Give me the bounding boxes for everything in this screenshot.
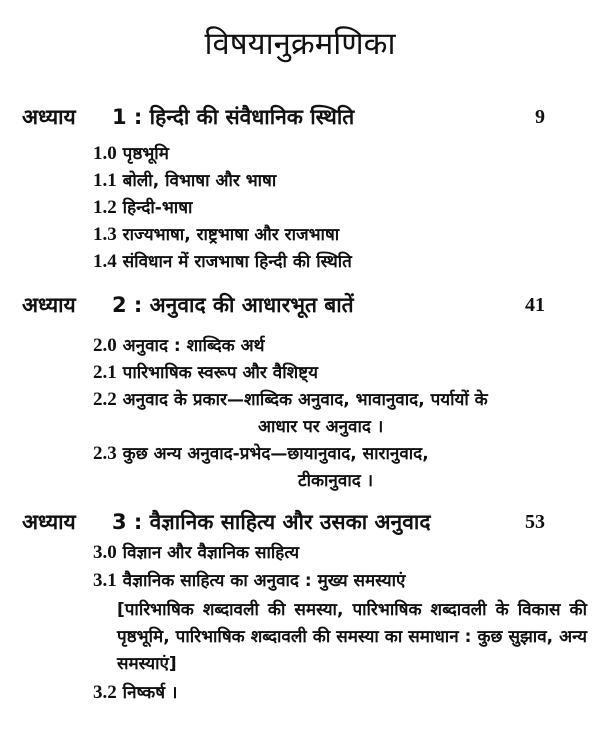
page-title: विषयानुक्रमणिका [204,26,396,62]
toc-item: 2.1 पारिभाषिक स्वरूप और वैशिष्ट्य [93,362,318,383]
toc-item: 1.3 राज्यभाषा, राष्ट्रभाषा और राजभाषा [93,224,340,245]
toc-item: 3.2 निष्कर्ष । [93,682,178,703]
toc-item: 1.2 हिन्दी-भाषा [93,197,193,218]
toc-item: 1.4 संविधान में राजभाषा हिन्दी की स्थिति [93,251,352,272]
chapter-title: 3 : वैज्ञानिक साहित्य और उसका अनुवाद [112,510,431,534]
chapter-title: 2 : अनुवाद की आधारभूत बातें [112,293,354,317]
chapter-label: अध्याय [22,105,76,129]
toc-item-detail: [पारिभाषिक शब्दावली की समस्या, पारिभाषिक शब्दावली के विकास की पृष्ठभूमि, पारिभाषिक शब्दावली की समस्या का समाधान : कुछ सुझाव, अन्य समस्याएं] [117,600,587,674]
toc-item: 3.0 विज्ञान और वैज्ञानिक साहित्य [93,542,300,563]
toc-item: 3.1 वैज्ञानिक साहित्य का अनुवाद : मुख्य समस्याएं [93,570,406,591]
toc-item: 2.2 अनुवाद के प्रकार—शाब्दिक अनुवाद, भावानुवाद, पर्यायों के [93,389,488,410]
toc-item-continuation: टीकानुवाद । [298,471,374,491]
toc-item-continuation: आधार पर अनुवाद । [258,417,384,437]
chapter-heading [22,509,430,535]
toc-item: 1.0 पृष्ठभूमि [93,143,169,164]
chapter-heading [22,292,354,318]
chapter-page-number: 41 [525,294,545,316]
toc-item: 1.1 बोली, विभाषा और भाषा [93,170,277,191]
chapter-page-number: 9 [535,106,545,128]
chapter-label: अध्याय [22,293,76,317]
chapter-title: 1 : हिन्दी की संवैधानिक स्थिति [112,105,355,129]
chapter-heading [22,104,354,130]
chapter-label: अध्याय [22,510,76,534]
toc-item: 2.3 कुछ अन्य अनुवाद-प्रभेद—छायानुवाद, सारानुवाद, [93,443,429,464]
chapter-page-number: 53 [525,511,545,533]
toc-item: 2.0 अनुवाद : शाब्दिक अर्थ [93,335,265,356]
